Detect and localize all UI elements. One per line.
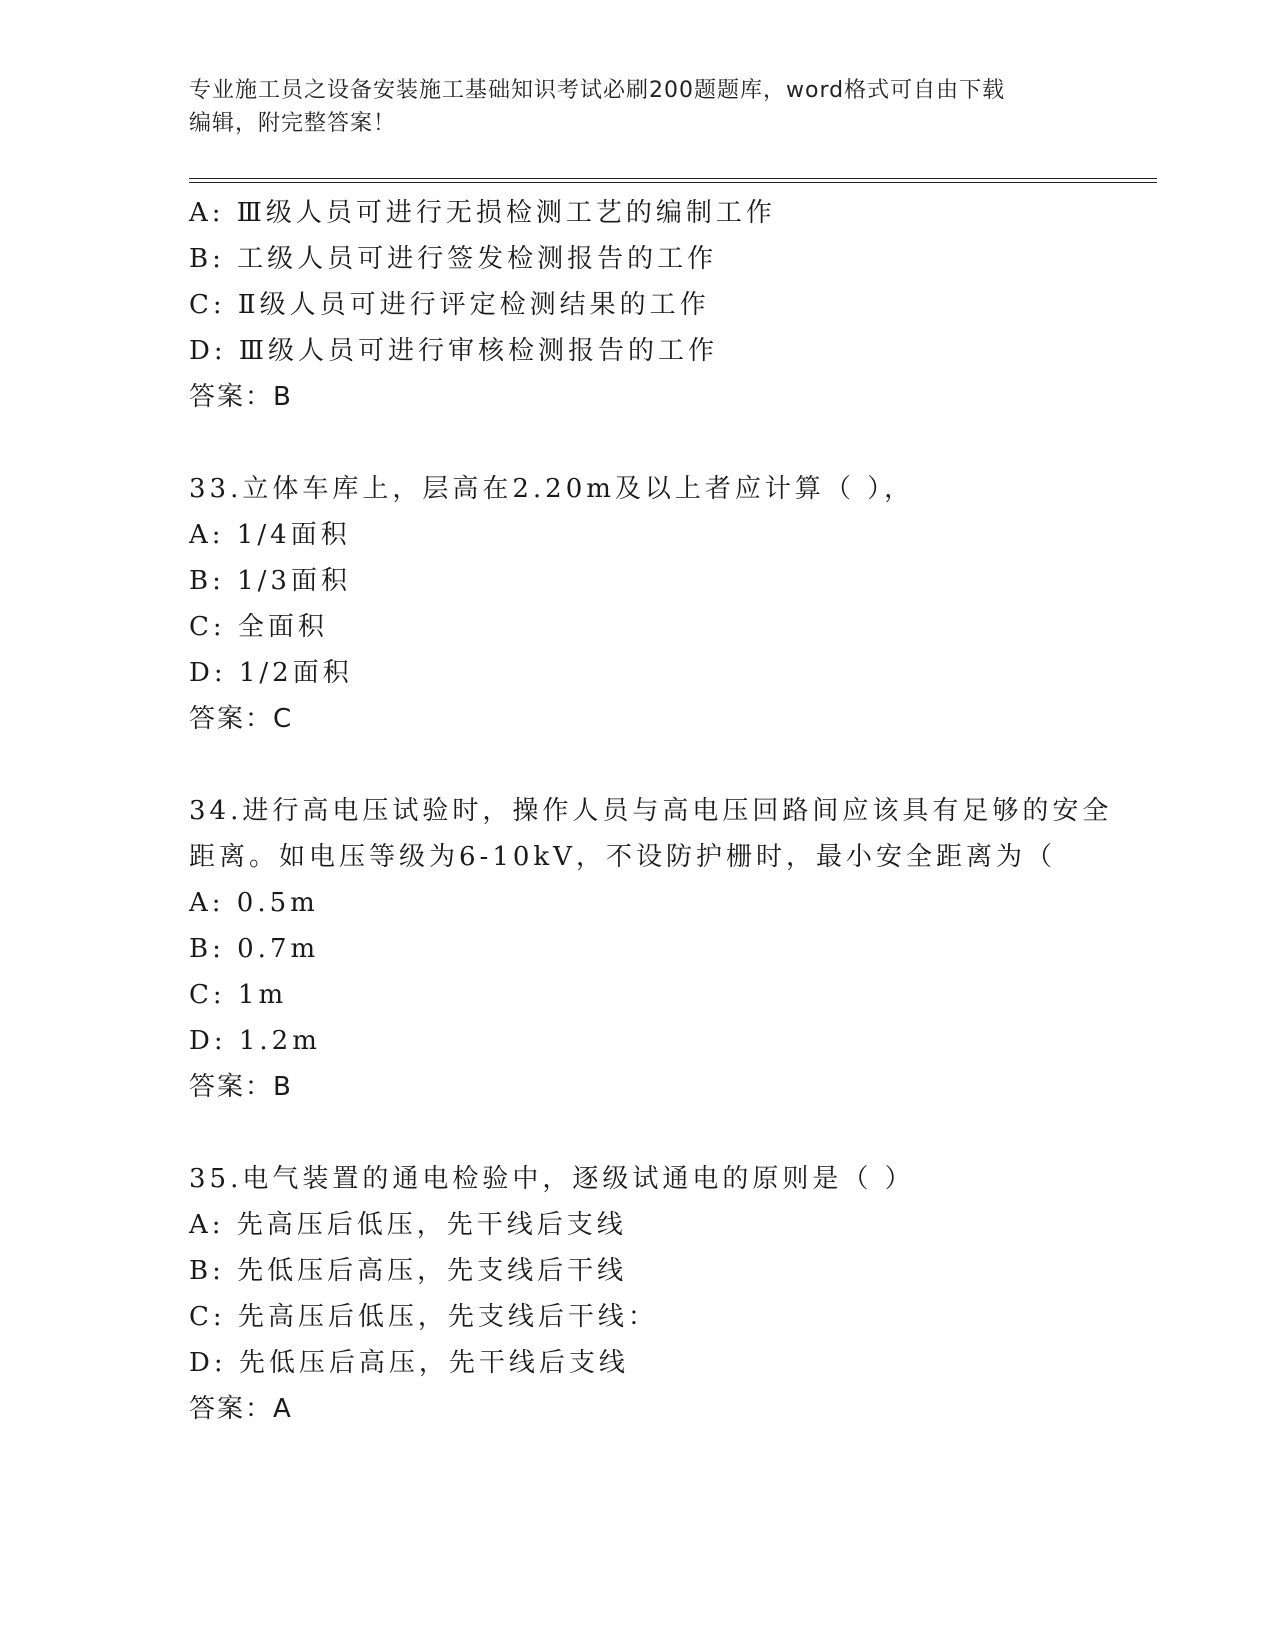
- question-block-34: [189, 788, 1149, 1110]
- answer-line: 答案：B: [189, 1072, 293, 1102]
- option-a: A: 先高压后低压，先干线后支线: [189, 1210, 627, 1240]
- answer-line: 答案：A: [189, 1394, 293, 1424]
- option-c: C: 先高压后低压，先支线后干线：: [189, 1302, 658, 1332]
- option-a: A: 1/4面积: [189, 520, 351, 550]
- option-b: B: 工级人员可进行签发检测报告的工作: [189, 244, 718, 274]
- question-text-line-2: 距离。如电压等级为6-10kV，不设防护栅时，最小安全距离为（: [189, 842, 1056, 872]
- document-body: [189, 190, 1149, 1432]
- option-a: A: 0.5m: [189, 888, 319, 918]
- spacer: [189, 1110, 1149, 1156]
- option-b: B: 1/3面积: [189, 566, 351, 596]
- option-b: B: 先低压后高压，先支线后干线: [189, 1256, 628, 1286]
- spacer: [189, 420, 1149, 466]
- question-block-33: [189, 466, 1149, 742]
- option-c: C: 1m: [189, 980, 288, 1010]
- option-c: C: 全面积: [189, 612, 328, 642]
- option-d: D: 1.2m: [189, 1026, 321, 1056]
- spacer: [189, 742, 1149, 788]
- question-text: 33.立体车库上，层高在2.20m及以上者应计算（ ），: [189, 474, 915, 504]
- option-b: B: 0.7m: [189, 934, 320, 964]
- question-block-35: [189, 1156, 1149, 1432]
- answer-line: 答案：B: [189, 382, 293, 412]
- option-c: C: Ⅱ级人员可进行评定检测结果的工作: [189, 290, 710, 320]
- document-header: [189, 74, 1089, 140]
- header-title-line-1: 专业施工员之设备安装施工基础知识考试必刷200题题库，word格式可自由下载: [189, 78, 1006, 103]
- option-d: D: 先低压后高压，先干线后支线: [189, 1348, 629, 1378]
- question-text: 35.电气装置的通电检验中，逐级试通电的原则是（ ）: [189, 1164, 915, 1194]
- option-a: A: Ⅲ级人员可进行无损检测工艺的编制工作: [189, 198, 776, 228]
- question-text-line-1: 34.进行高电压试验时，操作人员与高电压回路间应该具有足够的安全: [189, 796, 1113, 826]
- option-d: D: Ⅲ级人员可进行审核检测报告的工作: [189, 336, 718, 366]
- question-block-32: [189, 190, 1149, 420]
- header-title-line-2: 编辑，附完整答案！: [189, 111, 397, 136]
- option-d: D: 1/2面积: [189, 658, 353, 688]
- header-divider: [189, 178, 1157, 183]
- answer-line: 答案：C: [189, 704, 294, 734]
